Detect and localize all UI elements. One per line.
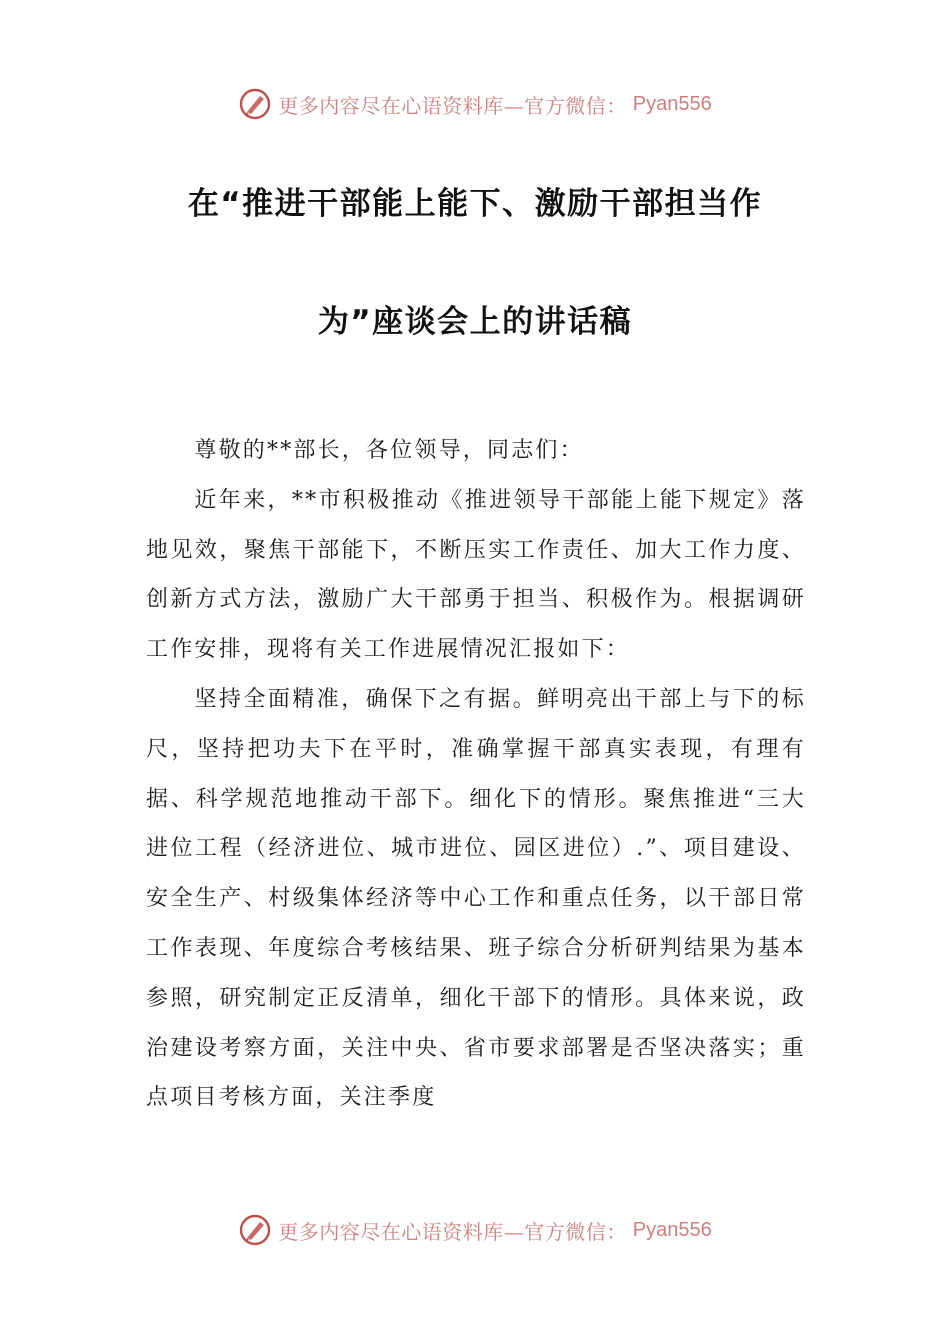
document-title-line-2: 为”座谈会上的讲话稿	[317, 304, 633, 340]
watermark-id: Pyan556	[632, 92, 712, 115]
document-title-line-1: 在“推进干部能上能下、激励干部担当作	[187, 186, 763, 222]
watermark-id: Pyan556	[632, 1218, 712, 1241]
intro-paragraph: 近年来，**市积极推动《推进领导干部能上能下规定》落地见效，聚焦干部能下，不断压实工作责任、加大工作力度、创新方式方法，激励广大干部勇于担当、积极作为。根据调研工作安排，现将有关工作进展情况汇报如下：	[146, 487, 806, 663]
pen-logo-icon	[238, 1213, 272, 1247]
pen-logo-icon	[238, 87, 272, 121]
section-paragraph: 坚持全面精准，确保下之有据。鲜明亮出干部上与下的标尺，坚持把功夫下在平时，准确掌握干部真实表现，有理有据、科学规范地推动干部下。细化下的情形。聚焦推进“三大进位工程（经济进位、城市进位、园区进位）.”、项目建设、安全生产、村级集体经济等中心工作和重点任务，以干部日常工作表现、年度综合考核结果、班子综合分析研判结果为基本参照，研究制定正反清单，细化干部下的情形。具体来说，政治建设考察方面，关注中央、省市要求部署是否坚决落实；重点项目考核方面，关注季度	[146, 686, 806, 1111]
document-body	[146, 426, 806, 1123]
watermark-header	[0, 84, 950, 124]
watermark-text: 更多内容尽在心语资料库—官方微信：	[278, 1219, 627, 1244]
salutation-paragraph: 尊敬的**部长，各位领导，同志们：	[194, 438, 584, 463]
watermark-text: 更多内容尽在心语资料库—官方微信：	[278, 93, 627, 118]
watermark-footer	[0, 1210, 950, 1250]
